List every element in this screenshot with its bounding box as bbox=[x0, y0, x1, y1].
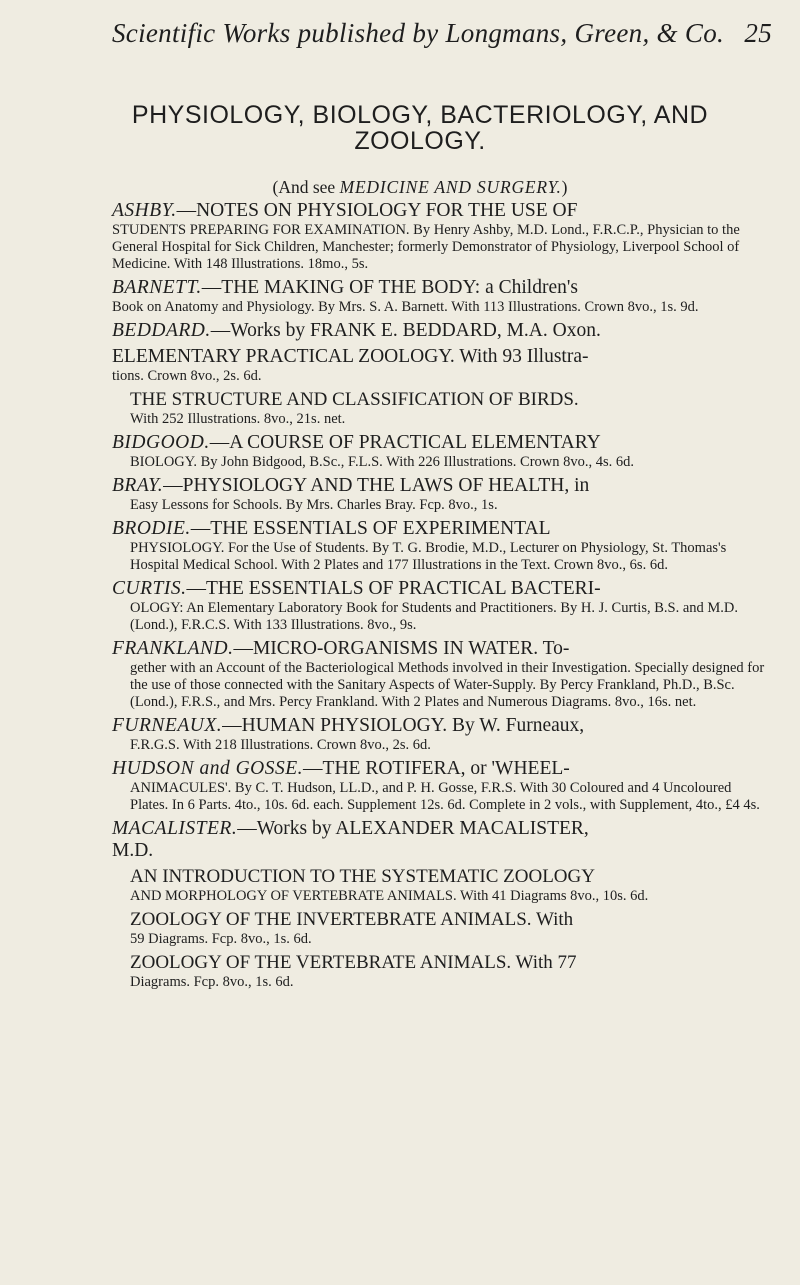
entry-body: STUDENTS PREPARING FOR EXAMINATION. By Henry Ashby, M.D. Lond., F.R.C.P., Physician to the General Hospital for Sick Children, Manchester; formerly Demonstrator of Physiology, Liverpool School of Medicine. With 148 Illustrations. 18mo., 5s. bbox=[112, 222, 740, 272]
entry-body: Easy Lessons for Schools. By Mrs. Charles Bray. Fcp. 8vo., 1s. bbox=[130, 497, 498, 513]
list-item bbox=[112, 952, 770, 991]
entry-body: Book on Anatomy and Physiology. By Mrs. S. A. Barnett. With 113 Illustrations. Crown 8vo., 1s. 9d. bbox=[112, 299, 699, 315]
entry-heading: —THE ROTIFERA, or 'WHEEL- bbox=[303, 758, 570, 779]
list-item bbox=[112, 432, 770, 471]
section-title: PHYSIOLOGY, BIOLOGY, BACTERIOLOGY, AND ZOOLOGY. bbox=[131, 101, 709, 155]
entry-author: BRODIE. bbox=[112, 518, 191, 539]
page-number: 25 bbox=[744, 18, 772, 48]
entry-body: gether with an Account of the Bacteriological Methods involved in their Investigation. Specially designed for the use of those connected with the Sanitary Aspects of Water-Supply. By Percy Frankland, Ph.D., B.Sc. (Lond.), F.R.S., and Mrs. Percy Frankland. With 2 Plates and Numerous Diagrams. 8vo., 16s. net. bbox=[130, 660, 765, 710]
entry-body: ANIMACULES'. By C. T. Hudson, LL.D., and P. H. Gosse, F.R.S. With 30 Coloured and 4 Uncoloured Plates. In 6 Parts. 4to., 10s. 6d. each. Supplement 12s. 6d. Complete in 2 vols., with Supplement, 4to., £4 4s. bbox=[130, 780, 760, 813]
list-item bbox=[112, 909, 770, 948]
entry-heading: —THE ESSENTIALS OF PRACTICAL BACTERI- bbox=[186, 578, 601, 599]
entry-author: BEDDARD. bbox=[112, 320, 211, 341]
entry-heading: THE STRUCTURE AND CLASSIFICATION OF BIRDS. bbox=[130, 389, 579, 410]
entry-heading: —A COURSE OF PRACTICAL ELEMENTARY bbox=[209, 432, 601, 453]
see-also-prefix: (And see bbox=[272, 177, 336, 197]
running-head-title: Scientific Works published by Longmans, Green, & Co. bbox=[112, 18, 725, 48]
list-item bbox=[112, 346, 770, 385]
entry-author: FURNEAUX. bbox=[112, 715, 223, 736]
list-item bbox=[112, 320, 770, 342]
entry-body: With 252 Illustrations. 8vo., 21s. net. bbox=[130, 411, 346, 427]
running-head bbox=[112, 18, 772, 49]
catalogue-entries bbox=[112, 200, 770, 995]
see-also-note bbox=[100, 177, 740, 198]
entry-heading: —NOTES ON PHYSIOLOGY FOR THE USE OF bbox=[176, 200, 578, 221]
entry-author: ASHBY. bbox=[112, 200, 177, 221]
entry-body: M.D. bbox=[112, 840, 154, 861]
entry-heading: ZOOLOGY OF THE INVERTEBRATE ANIMALS. With bbox=[130, 909, 574, 930]
entry-heading: —MICRO-ORGANISMS IN WATER. To- bbox=[233, 638, 570, 659]
list-item bbox=[112, 578, 770, 634]
see-also-suffix: ) bbox=[561, 177, 568, 197]
entry-heading: —HUMAN PHYSIOLOGY. By W. Furneaux, bbox=[222, 715, 585, 736]
entry-author: BIDGOOD. bbox=[112, 432, 210, 453]
entry-body: 59 Diagrams. Fcp. 8vo., 1s. 6d. bbox=[130, 931, 312, 947]
list-item bbox=[112, 277, 770, 316]
entry-body: Diagrams. Fcp. 8vo., 1s. 6d. bbox=[130, 974, 294, 990]
entry-body: tions. Crown 8vo., 2s. 6d. bbox=[112, 368, 262, 384]
entry-body: OLOGY: An Elementary Laboratory Book for Students and Practitioners. By H. J. Curtis, B.S. and M.D. (Lond.), F.R.C.S. With 133 Illustrations. 8vo., 9s. bbox=[130, 600, 739, 633]
list-item bbox=[112, 518, 770, 574]
list-item bbox=[112, 638, 770, 711]
entry-heading: ELEMENTARY PRACTICAL ZOOLOGY. With 93 Illustra- bbox=[112, 346, 589, 367]
entry-author: FRANKLAND. bbox=[112, 638, 234, 659]
list-item bbox=[112, 758, 770, 814]
entry-body: F.R.G.S. With 218 Illustrations. Crown 8vo., 2s. 6d. bbox=[130, 737, 431, 753]
list-item bbox=[112, 715, 770, 754]
entry-author: CURTIS. bbox=[112, 578, 187, 599]
entry-heading: —Works by ALEXANDER MACALISTER, bbox=[237, 818, 589, 839]
entry-author: MACALISTER. bbox=[112, 818, 238, 839]
entry-body: PHYSIOLOGY. For the Use of Students. By T. G. Brodie, M.D., Lecturer on Physiology, St. Thomas's Hospital Medical School. With 2 Plates and 177 Illustrations in the Text. Crown 8vo., 6s. 6d. bbox=[130, 540, 727, 573]
entry-heading: —Works by FRANK E. BEDDARD, M.A. Oxon. bbox=[210, 320, 601, 341]
list-item bbox=[112, 818, 770, 862]
entry-body: AND MORPHOLOGY OF VERTEBRATE ANIMALS. With 41 Diagrams 8vo., 10s. 6d. bbox=[130, 888, 649, 904]
entry-author: BARNETT. bbox=[112, 277, 202, 298]
see-also-reference: MEDICINE AND SURGERY. bbox=[339, 177, 562, 197]
list-item bbox=[112, 866, 770, 905]
list-item bbox=[112, 475, 770, 514]
list-item bbox=[112, 389, 770, 428]
list-item bbox=[112, 200, 770, 273]
entry-heading: AN INTRODUCTION TO THE SYSTEMATIC ZOOLOGY bbox=[130, 866, 595, 887]
entry-author: BRAY. bbox=[112, 475, 164, 496]
entry-heading: —THE ESSENTIALS OF EXPERIMENTAL bbox=[190, 518, 551, 539]
entry-heading: ZOOLOGY OF THE VERTEBRATE ANIMALS. With 77 bbox=[130, 952, 577, 973]
entry-author: HUDSON and GOSSE. bbox=[112, 758, 304, 779]
entry-heading: —PHYSIOLOGY AND THE LAWS OF HEALTH, in bbox=[163, 475, 590, 496]
entry-body: BIOLOGY. By John Bidgood, B.Sc., F.L.S. With 226 Illustrations. Crown 8vo., 4s. 6d. bbox=[130, 454, 635, 470]
entry-heading: —THE MAKING OF THE BODY: a Children's bbox=[201, 277, 578, 298]
